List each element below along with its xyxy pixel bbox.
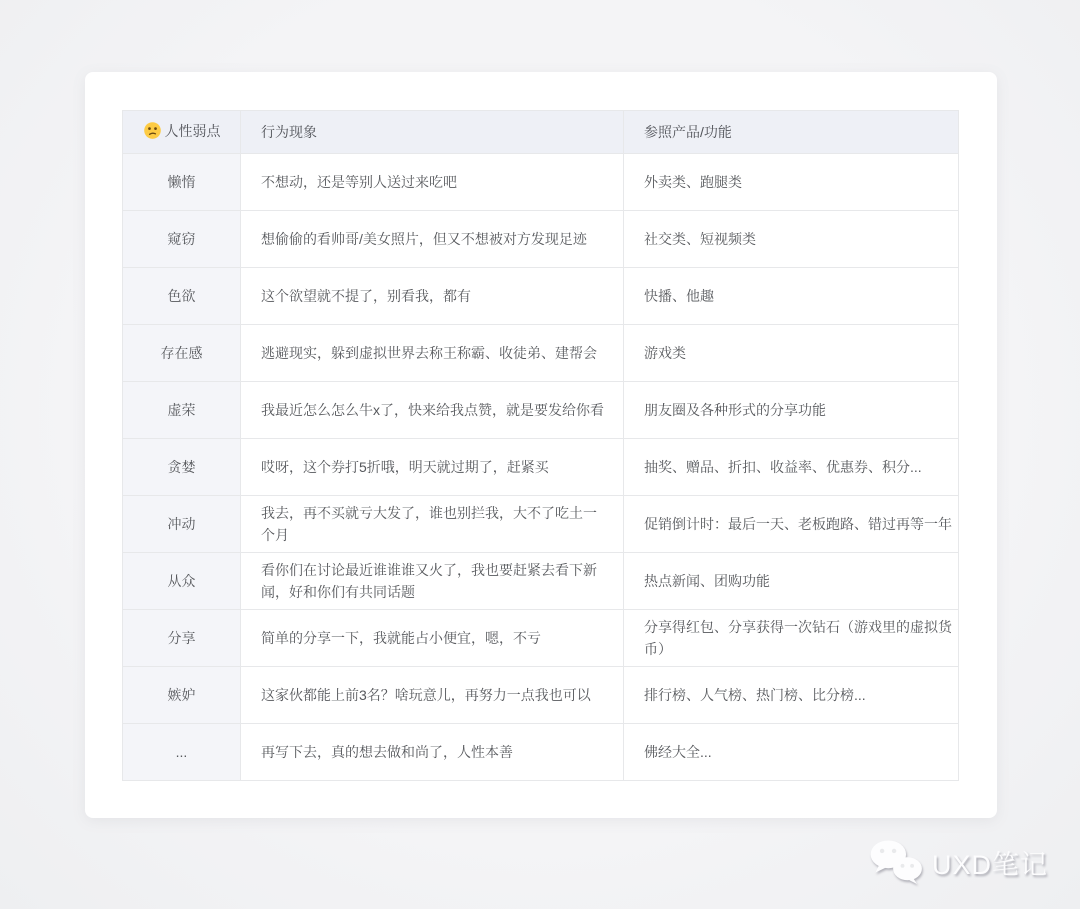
behavior-cell: 简单的分享一下，我就能占小便宜，嗯，不亏 xyxy=(241,610,624,667)
behavior-cell: 不想动，还是等别人送过来吃吧 xyxy=(241,154,624,211)
header-weakness-cell xyxy=(123,111,241,154)
table-row xyxy=(123,496,959,553)
weakness-cell: 存在感 xyxy=(123,325,241,382)
weakness-cell: 分享 xyxy=(123,610,241,667)
table-row xyxy=(123,667,959,724)
behavior-cell: 逃避现实，躲到虚拟世界去称王称霸、收徒弟、建帮会 xyxy=(241,325,624,382)
behavior-cell: 看你们在讨论最近谁谁谁又火了，我也要赶紧去看下新闻，好和你们有共同话题 xyxy=(241,553,624,610)
table-row xyxy=(123,268,959,325)
reference-cell: 排行榜、人气榜、热门榜、比分榜... xyxy=(624,667,959,724)
behavior-cell: 这个欲望就不提了，别看我，都有 xyxy=(241,268,624,325)
behavior-cell: 我最近怎么怎么牛x了，快来给我点赞，就是要发给你看 xyxy=(241,382,624,439)
behavior-cell: 再写下去，真的想去做和尚了，人性本善 xyxy=(241,724,624,781)
weakness-cell: 冲动 xyxy=(123,496,241,553)
reference-cell: 社交类、短视频类 xyxy=(624,211,959,268)
behavior-cell: 哎呀，这个券打5折哦，明天就过期了，赶紧买 xyxy=(241,439,624,496)
watermark-text: UXD笔记 xyxy=(931,849,1048,880)
table-row xyxy=(123,382,959,439)
behavior-cell: 想偷偷的看帅哥/美女照片，但又不想被对方发现足迹 xyxy=(241,211,624,268)
table-row xyxy=(123,553,959,610)
behavior-cell: 这家伙都能上前3名？啥玩意儿，再努力一点我也可以 xyxy=(241,667,624,724)
behavior-cell: 我去，再不买就亏大发了，谁也别拦我，大不了吃土一个月 xyxy=(241,496,624,553)
weakness-cell: 贪婪 xyxy=(123,439,241,496)
reference-cell: 佛经大全... xyxy=(624,724,959,781)
weakness-cell: 窥窃 xyxy=(123,211,241,268)
table-row xyxy=(123,154,959,211)
human-weakness-table xyxy=(122,110,959,781)
reference-cell: 游戏类 xyxy=(624,325,959,382)
table-row xyxy=(123,211,959,268)
weakness-cell: 色欲 xyxy=(123,268,241,325)
weakness-cell: 懒惰 xyxy=(123,154,241,211)
table-header-row xyxy=(123,111,959,154)
weakness-cell: 虚荣 xyxy=(123,382,241,439)
header-behavior-cell: 行为现象 xyxy=(241,111,624,154)
reference-cell: 抽奖、赠品、折扣、收益率、优惠券、积分... xyxy=(624,439,959,496)
table-row xyxy=(123,325,959,382)
table-row xyxy=(123,610,959,667)
table-row xyxy=(123,439,959,496)
table-row xyxy=(123,724,959,781)
reference-cell: 热点新闻、团购功能 xyxy=(624,553,959,610)
weakness-cell: ... xyxy=(123,724,241,781)
confused-face-emoji-icon xyxy=(143,121,162,140)
wechat-icon xyxy=(868,839,924,885)
header-reference-cell: 参照产品/功能 xyxy=(624,111,959,154)
header-weakness-label: 人性弱点 xyxy=(164,122,221,139)
weakness-cell: 从众 xyxy=(123,553,241,610)
watermark xyxy=(868,839,1048,885)
card xyxy=(85,72,997,818)
reference-cell: 外卖类、跑腿类 xyxy=(624,154,959,211)
reference-cell: 分享得红包、分享获得一次钻石（游戏里的虚拟货币） xyxy=(624,610,959,667)
reference-cell: 快播、他趣 xyxy=(624,268,959,325)
reference-cell: 朋友圈及各种形式的分享功能 xyxy=(624,382,959,439)
weakness-cell: 嫉妒 xyxy=(123,667,241,724)
reference-cell: 促销倒计时：最后一天、老板跑路、错过再等一年 xyxy=(624,496,959,553)
